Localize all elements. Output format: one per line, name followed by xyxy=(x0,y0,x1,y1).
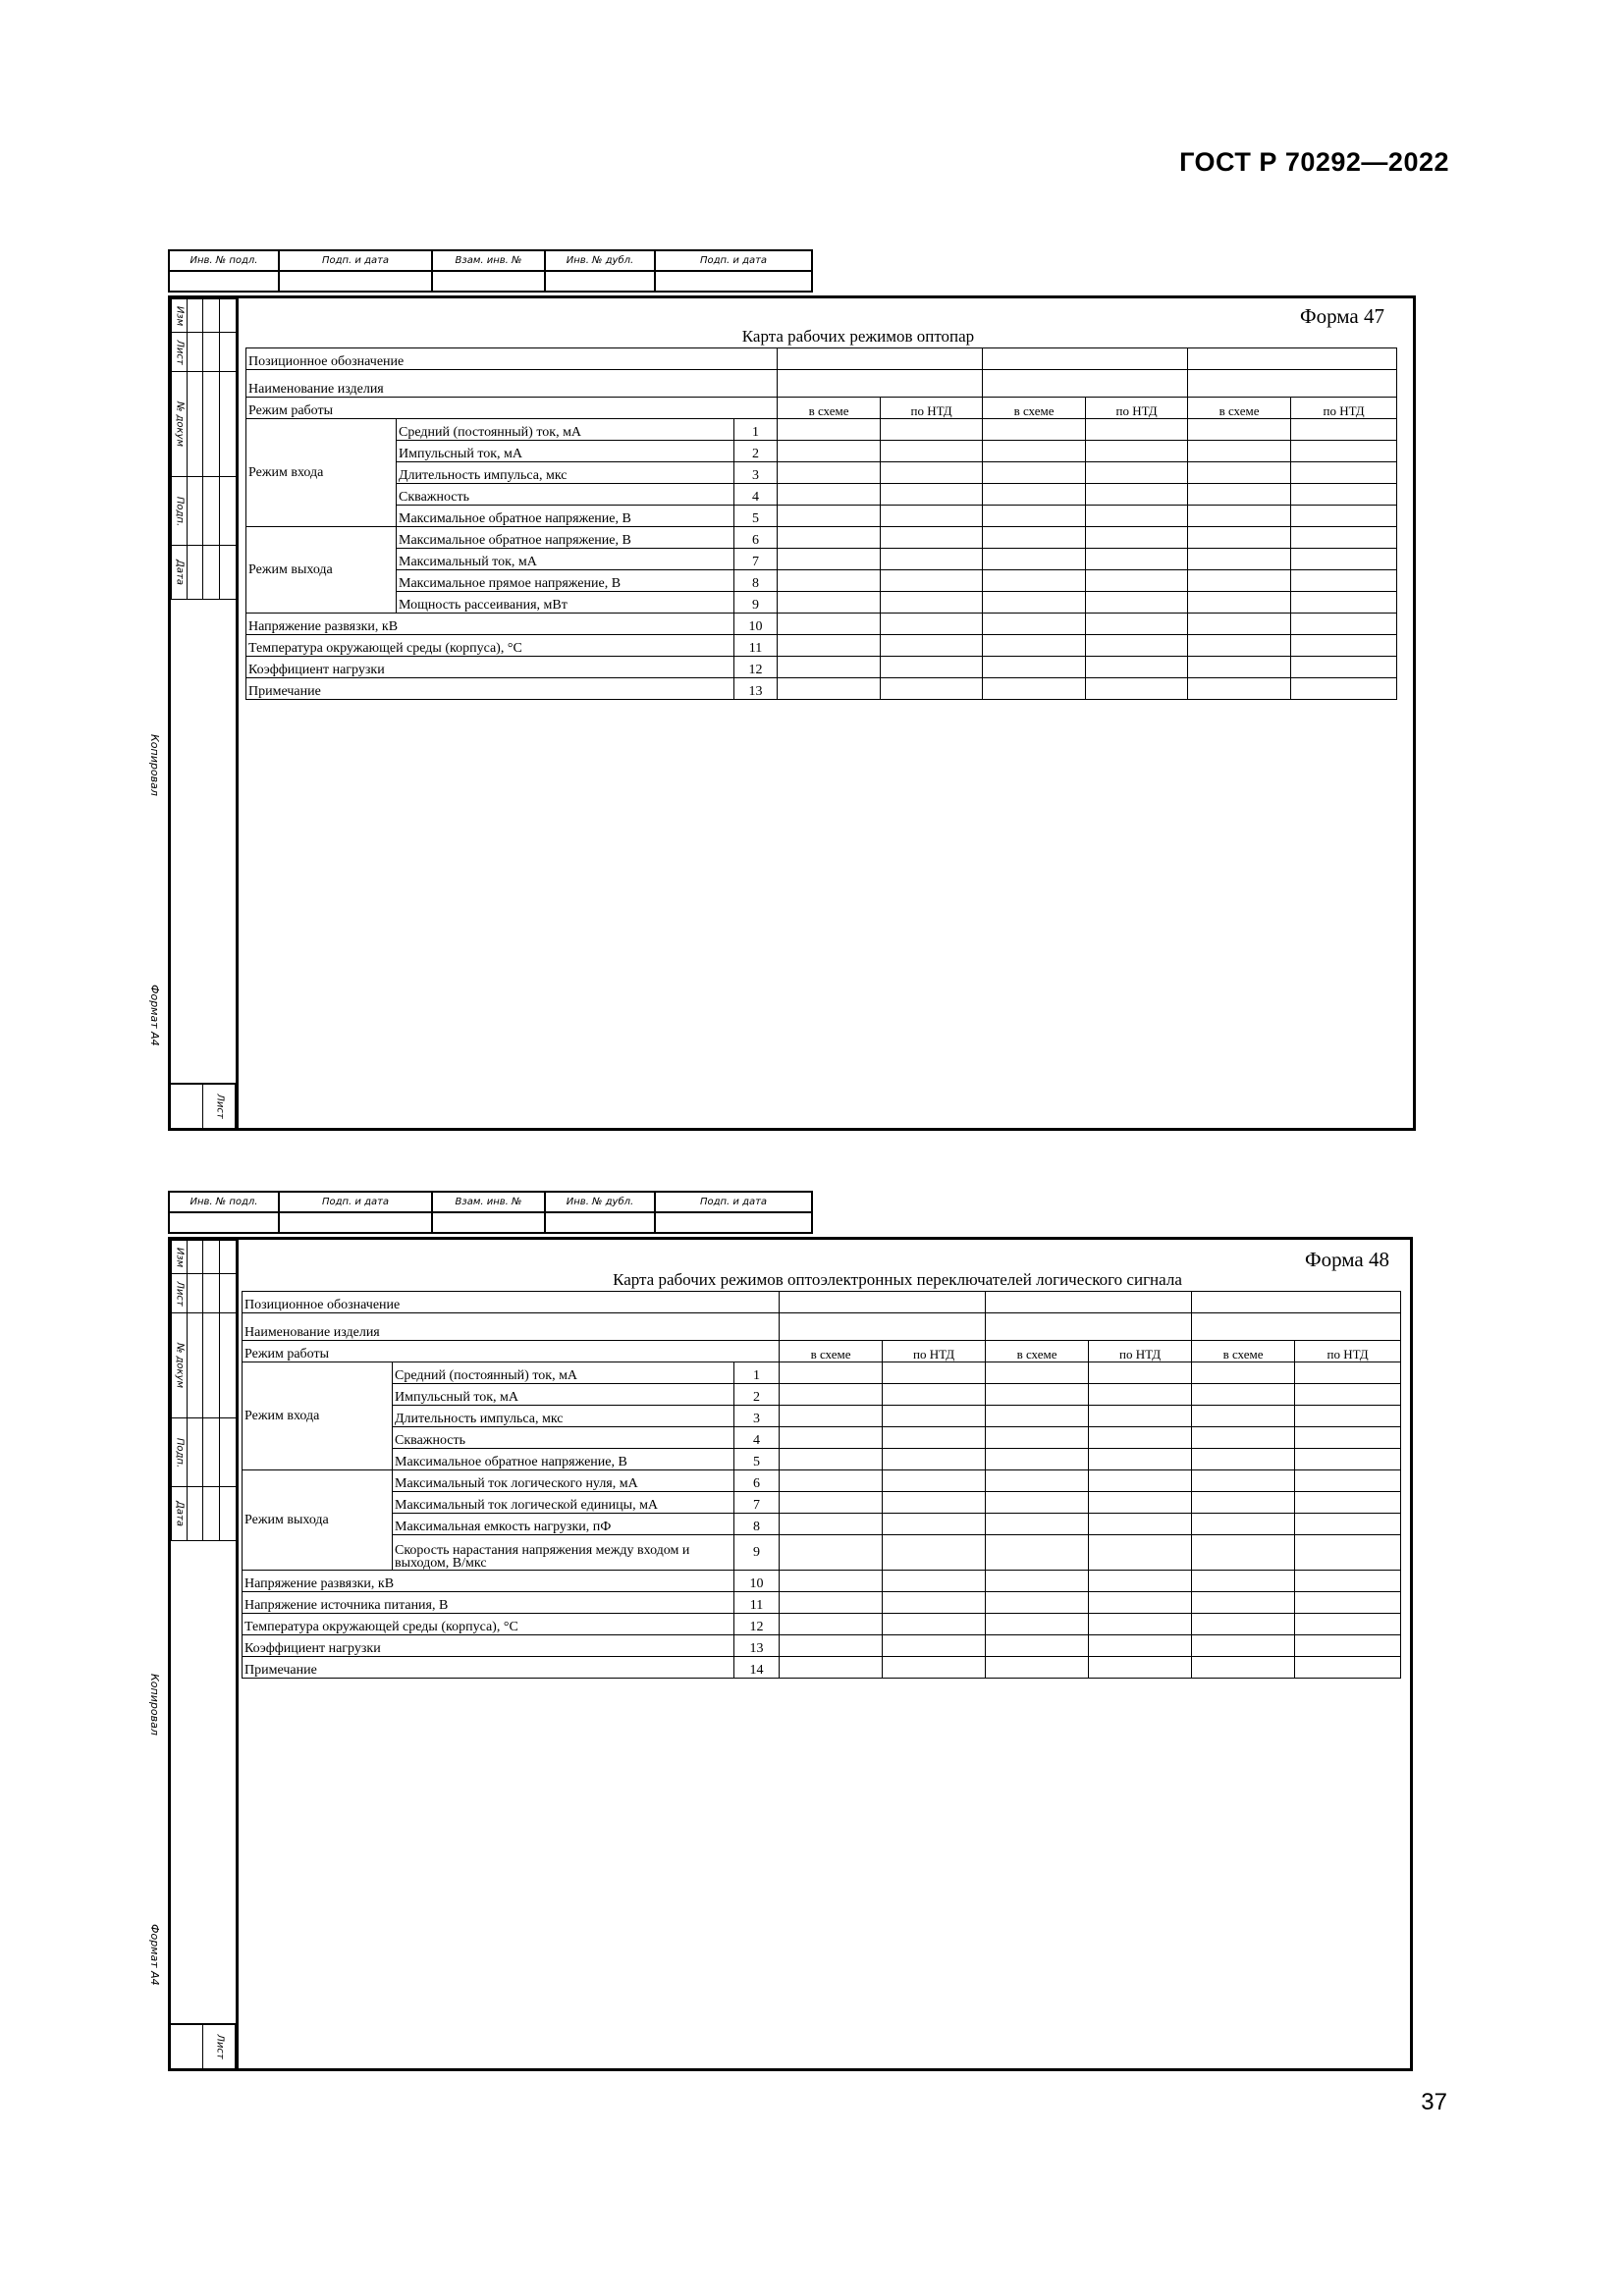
form-47-sheet xyxy=(168,249,1416,1131)
param-label: Коэффициент нагрузки xyxy=(246,657,734,678)
row-number: 8 xyxy=(734,1514,780,1535)
row-number: 13 xyxy=(734,678,778,700)
param-label: Импульсный ток, мА xyxy=(393,1384,734,1406)
copied-label: Копировал xyxy=(148,734,161,796)
form-number: Форма 47 xyxy=(1300,304,1384,328)
param-label: Скважность xyxy=(393,1427,734,1449)
param-label: Максимальное обратное напряжение, В xyxy=(397,527,734,549)
row-number: 4 xyxy=(734,484,778,506)
sub-header: по НТД xyxy=(881,398,983,419)
row-number: 14 xyxy=(734,1657,780,1679)
side-label: Изм xyxy=(174,1247,185,1267)
format-label: Формат А4 xyxy=(148,1924,161,1986)
stamp-label: Подп. и дата xyxy=(279,1192,432,1212)
param-label: Примечание xyxy=(246,678,734,700)
sub-header: в схеме xyxy=(986,1341,1089,1362)
param-label: Скорость нарастания напряжения между входом и выходом, В/мкс xyxy=(393,1535,734,1571)
side-label: Лист xyxy=(174,1280,185,1307)
row-number: 9 xyxy=(734,592,778,614)
side-label: Подп. xyxy=(174,496,185,526)
param-label: Средний (постоянный) ток, мА xyxy=(397,419,734,441)
left-strip xyxy=(171,1240,239,2068)
sub-header: по НТД xyxy=(1089,1341,1192,1362)
row-number: 11 xyxy=(734,1592,780,1614)
row-label: Наименование изделия xyxy=(243,1313,780,1341)
modes-table xyxy=(242,1291,1401,1679)
form-title: Карта рабочих режимов оптопар xyxy=(741,327,975,346)
side-label: Подп. xyxy=(174,1437,185,1468)
param-label: Максимальный ток, мА xyxy=(397,549,734,570)
approval-stamp xyxy=(168,249,813,293)
row-label: Режим работы xyxy=(243,1341,780,1362)
sheet-label: Лист xyxy=(214,1094,226,1119)
param-label: Длительность импульса, мкс xyxy=(397,462,734,484)
sub-header: по НТД xyxy=(1086,398,1188,419)
param-label: Скважность xyxy=(397,484,734,506)
group-label: Режим выхода xyxy=(246,527,397,614)
row-label: Наименование изделия xyxy=(246,370,778,398)
document-code: ГОСТ Р 70292—2022 xyxy=(1179,147,1449,177)
side-label: Дата xyxy=(174,560,185,585)
row-number: 3 xyxy=(734,1406,780,1427)
row-number: 10 xyxy=(734,614,778,635)
sub-header: в схеме xyxy=(780,1341,883,1362)
row-number: 12 xyxy=(734,1614,780,1635)
row-number: 13 xyxy=(734,1635,780,1657)
sub-header: в схеме xyxy=(778,398,881,419)
param-label: Температура окружающей среды (корпуса), °С xyxy=(243,1614,734,1635)
row-number: 5 xyxy=(734,506,778,527)
param-label: Максимальная емкость нагрузки, пФ xyxy=(393,1514,734,1535)
side-label: Дата xyxy=(174,1501,185,1526)
group-label: Режим входа xyxy=(246,419,397,527)
row-number: 8 xyxy=(734,570,778,592)
sub-header: по НТД xyxy=(1291,398,1397,419)
param-label: Напряжение развязки, кВ xyxy=(246,614,734,635)
side-label: № докум xyxy=(174,400,185,448)
side-label: № докум xyxy=(174,1342,185,1389)
param-label: Примечание xyxy=(243,1657,734,1679)
row-number: 7 xyxy=(734,1492,780,1514)
row-number: 4 xyxy=(734,1427,780,1449)
copied-label: Копировал xyxy=(148,1674,161,1735)
stamp-label: Подп. и дата xyxy=(279,250,432,271)
row-number: 9 xyxy=(734,1535,780,1571)
sheet-number-box xyxy=(171,1083,236,1128)
sub-header: в схеме xyxy=(1188,398,1291,419)
param-label: Максимальное обратное напряжение, В xyxy=(393,1449,734,1470)
group-label: Режим выхода xyxy=(243,1470,393,1571)
param-label: Максимальный ток логического нуля, мА xyxy=(393,1470,734,1492)
stamp-label: Инв. № подл. xyxy=(169,1192,279,1212)
stamp-label: Подп. и дата xyxy=(655,250,812,271)
row-label: Позиционное обозначение xyxy=(246,348,778,370)
row-number: 5 xyxy=(734,1449,780,1470)
param-label: Температура окружающей среды (корпуса), °С xyxy=(246,635,734,657)
row-number: 7 xyxy=(734,549,778,570)
sheet-label: Лист xyxy=(214,2034,226,2059)
row-number: 1 xyxy=(734,419,778,441)
param-label: Напряжение источника питания, В xyxy=(243,1592,734,1614)
form-title: Карта рабочих режимов оптоэлектронных переключателей логического сигнала xyxy=(613,1270,1182,1289)
sheet-frame xyxy=(168,295,1416,1131)
row-number: 6 xyxy=(734,527,778,549)
group-label: Режим входа xyxy=(243,1362,393,1470)
sheet-number-box xyxy=(171,2023,236,2068)
row-number: 10 xyxy=(734,1571,780,1592)
row-number: 11 xyxy=(734,635,778,657)
row-number: 2 xyxy=(734,1384,780,1406)
side-label: Лист xyxy=(174,339,185,365)
format-label: Формат А4 xyxy=(148,985,161,1046)
sub-header: по НТД xyxy=(1295,1341,1401,1362)
sub-header: по НТД xyxy=(883,1341,986,1362)
row-number: 3 xyxy=(734,462,778,484)
left-strip xyxy=(171,298,239,1128)
sub-header: в схеме xyxy=(1192,1341,1295,1362)
form-number: Форма 48 xyxy=(1305,1248,1389,1271)
param-label: Напряжение развязки, кВ xyxy=(243,1571,734,1592)
param-label: Длительность импульса, мкс xyxy=(393,1406,734,1427)
modes-table xyxy=(245,347,1397,700)
stamp-label: Взам. инв. № xyxy=(432,250,545,271)
stamp-label: Инв. № дубл. xyxy=(545,1192,655,1212)
approval-stamp xyxy=(168,1191,813,1234)
stamp-label: Взам. инв. № xyxy=(432,1192,545,1212)
row-number: 6 xyxy=(734,1470,780,1492)
param-label: Импульсный ток, мА xyxy=(397,441,734,462)
row-label: Позиционное обозначение xyxy=(243,1292,780,1313)
param-label: Максимальное прямое напряжение, В xyxy=(397,570,734,592)
stamp-label: Инв. № дубл. xyxy=(545,250,655,271)
side-label: Изм xyxy=(174,305,185,326)
sub-header: в схеме xyxy=(983,398,1086,419)
page-number: 37 xyxy=(1421,2089,1447,2115)
row-label: Режим работы xyxy=(246,398,778,419)
param-label: Мощность рассеивания, мВт xyxy=(397,592,734,614)
param-label: Коэффициент нагрузки xyxy=(243,1635,734,1657)
param-label: Средний (постоянный) ток, мА xyxy=(393,1362,734,1384)
row-number: 1 xyxy=(734,1362,780,1384)
sheet-frame xyxy=(168,1237,1413,2071)
form-48-sheet xyxy=(168,1191,1413,2071)
stamp-label: Подп. и дата xyxy=(655,1192,812,1212)
row-number: 2 xyxy=(734,441,778,462)
param-label: Максимальный ток логической единицы, мА xyxy=(393,1492,734,1514)
param-label: Максимальное обратное напряжение, В xyxy=(397,506,734,527)
stamp-label: Инв. № подл. xyxy=(169,250,279,271)
row-number: 12 xyxy=(734,657,778,678)
